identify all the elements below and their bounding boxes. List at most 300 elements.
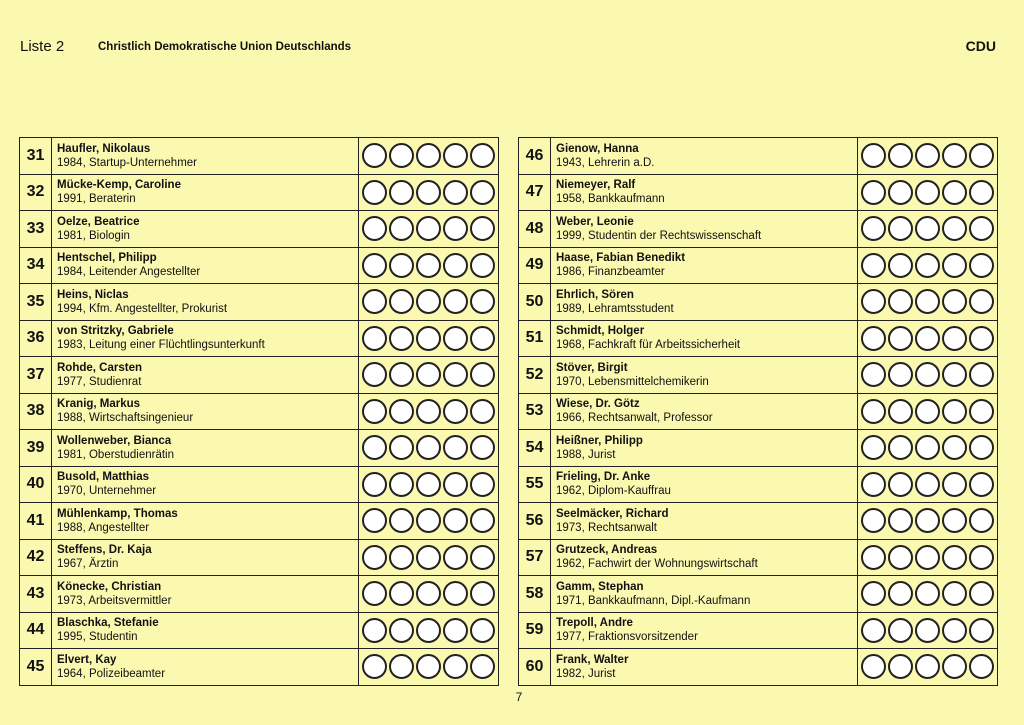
vote-circle[interactable] [888, 253, 913, 278]
vote-circle[interactable] [969, 581, 994, 606]
candidate-row [19, 211, 499, 248]
candidate-row [518, 649, 998, 686]
vote-circle[interactable] [888, 508, 913, 533]
vote-circles [359, 321, 498, 357]
candidate-row [518, 613, 998, 650]
vote-circle[interactable] [969, 654, 994, 679]
candidate-number: 46 [519, 138, 551, 174]
candidate-name: Busold, Matthias [57, 471, 150, 484]
candidate-details: 1964, Polizeibeamter [57, 667, 166, 680]
candidate-row [518, 576, 998, 613]
candidate-row [19, 613, 499, 650]
candidate-number: 41 [20, 503, 52, 539]
candidate-info [52, 540, 359, 576]
candidate-name: Oelze, Beatrice [57, 215, 140, 228]
vote-circle[interactable] [416, 472, 441, 497]
vote-circles [359, 138, 498, 174]
vote-circle[interactable] [861, 472, 886, 497]
vote-circle[interactable] [389, 216, 414, 241]
candidate-number: 60 [519, 649, 551, 685]
vote-circle[interactable] [470, 326, 495, 351]
vote-circle[interactable] [470, 253, 495, 278]
vote-circle[interactable] [362, 472, 387, 497]
candidate-details: 1991, Beraterin [57, 193, 136, 206]
candidate-row [518, 248, 998, 285]
vote-circle[interactable] [942, 216, 967, 241]
vote-circle[interactable] [416, 545, 441, 570]
candidate-name: Gamm, Stephan [556, 580, 644, 593]
candidate-name: Grutzeck, Andreas [556, 544, 658, 557]
candidate-details: 1999, Studentin der Rechtswissenschaft [556, 229, 762, 242]
vote-circle[interactable] [915, 618, 940, 643]
candidate-details: 1970, Lebensmittelchemikerin [556, 375, 709, 388]
vote-circle[interactable] [443, 253, 468, 278]
candidate-details: 1943, Lehrerin a.D. [556, 156, 655, 169]
vote-circle[interactable] [942, 581, 967, 606]
vote-circle[interactable] [861, 581, 886, 606]
candidate-row [518, 284, 998, 321]
vote-circle[interactable] [969, 472, 994, 497]
candidate-name: Heins, Niclas [57, 288, 129, 301]
vote-circle[interactable] [443, 180, 468, 205]
vote-circle[interactable] [470, 654, 495, 679]
vote-circles [858, 357, 997, 393]
party-short-name: CDU [965, 38, 996, 54]
candidate-info [551, 613, 858, 649]
candidate-name: Wiese, Dr. Götz [556, 398, 640, 411]
candidate-info [52, 394, 359, 430]
vote-circle[interactable] [389, 654, 414, 679]
candidate-info [52, 503, 359, 539]
vote-circle[interactable] [915, 216, 940, 241]
vote-circle[interactable] [915, 143, 940, 168]
vote-circle[interactable] [861, 253, 886, 278]
vote-circles [858, 430, 997, 466]
vote-circle[interactable] [915, 508, 940, 533]
candidate-details: 1988, Wirtschaftsingenieur [57, 412, 194, 425]
vote-circle[interactable] [416, 289, 441, 314]
candidate-details: 1984, Startup-Unternehmer [57, 156, 197, 169]
vote-circle[interactable] [942, 545, 967, 570]
vote-circle[interactable] [969, 143, 994, 168]
candidate-name: Haufler, Nikolaus [57, 142, 151, 155]
vote-circle[interactable] [969, 618, 994, 643]
vote-circle[interactable] [389, 326, 414, 351]
candidate-details: 1986, Finanzbeamter [556, 266, 665, 279]
candidate-details: 1982, Jurist [556, 667, 616, 680]
vote-circle[interactable] [443, 289, 468, 314]
candidate-details: 1962, Fachwirt der Wohnungswirtschaft [556, 558, 758, 571]
vote-circle[interactable] [389, 143, 414, 168]
vote-circle[interactable] [861, 435, 886, 460]
vote-circle[interactable] [362, 362, 387, 387]
candidate-info [52, 284, 359, 320]
vote-circle[interactable] [969, 362, 994, 387]
vote-circle[interactable] [915, 399, 940, 424]
vote-circle[interactable] [443, 399, 468, 424]
candidate-details: 1981, Oberstudienrätin [57, 448, 174, 461]
vote-circle[interactable] [443, 143, 468, 168]
candidate-row [19, 248, 499, 285]
vote-circles [359, 211, 498, 247]
candidate-number: 43 [20, 576, 52, 612]
vote-circles [858, 211, 997, 247]
vote-circle[interactable] [861, 289, 886, 314]
vote-circle[interactable] [389, 618, 414, 643]
candidate-name: Rohde, Carsten [57, 361, 142, 374]
vote-circle[interactable] [861, 362, 886, 387]
vote-circle[interactable] [416, 143, 441, 168]
vote-circle[interactable] [362, 581, 387, 606]
vote-circle[interactable] [915, 362, 940, 387]
candidate-info [52, 248, 359, 284]
vote-circle[interactable] [416, 326, 441, 351]
candidate-number: 39 [20, 430, 52, 466]
vote-circles [858, 467, 997, 503]
vote-circle[interactable] [915, 289, 940, 314]
candidate-number: 51 [519, 321, 551, 357]
vote-circle[interactable] [443, 545, 468, 570]
candidate-info [52, 649, 359, 685]
vote-circle[interactable] [416, 253, 441, 278]
vote-circle[interactable] [389, 180, 414, 205]
candidate-row [518, 321, 998, 358]
vote-circle[interactable] [969, 435, 994, 460]
candidate-info [52, 576, 359, 612]
vote-circle[interactable] [861, 545, 886, 570]
vote-circle[interactable] [942, 289, 967, 314]
candidate-name: Gienow, Hanna [556, 142, 639, 155]
vote-circle[interactable] [362, 545, 387, 570]
vote-circle[interactable] [362, 618, 387, 643]
candidate-number: 40 [20, 467, 52, 503]
vote-circle[interactable] [942, 508, 967, 533]
candidate-number: 57 [519, 540, 551, 576]
vote-circle[interactable] [470, 618, 495, 643]
vote-circle[interactable] [969, 289, 994, 314]
candidate-details: 1958, Bankkaufmann [556, 193, 665, 206]
candidate-info [551, 540, 858, 576]
candidate-row [19, 467, 499, 504]
candidate-name: Weber, Leonie [556, 215, 634, 228]
vote-circles [858, 284, 997, 320]
candidate-number: 31 [20, 138, 52, 174]
vote-circle[interactable] [969, 216, 994, 241]
candidate-number: 56 [519, 503, 551, 539]
vote-circle[interactable] [389, 581, 414, 606]
candidate-info [551, 175, 858, 211]
candidate-name: Schmidt, Holger [556, 325, 645, 338]
vote-circle[interactable] [888, 289, 913, 314]
candidate-number: 47 [519, 175, 551, 211]
candidate-info [52, 357, 359, 393]
vote-circles [359, 248, 498, 284]
vote-circles [858, 613, 997, 649]
vote-circle[interactable] [942, 399, 967, 424]
candidate-details: 1988, Angestellter [57, 521, 150, 534]
vote-circle[interactable] [443, 435, 468, 460]
candidate-info [551, 503, 858, 539]
candidate-name: Frank, Walter [556, 653, 629, 666]
vote-circle[interactable] [969, 253, 994, 278]
vote-circle[interactable] [942, 472, 967, 497]
vote-circle[interactable] [861, 326, 886, 351]
candidate-info [551, 576, 858, 612]
vote-circle[interactable] [470, 289, 495, 314]
vote-circle[interactable] [861, 508, 886, 533]
vote-circle[interactable] [861, 399, 886, 424]
vote-circle[interactable] [416, 216, 441, 241]
vote-circle[interactable] [915, 180, 940, 205]
candidate-info [551, 321, 858, 357]
candidate-details: 1988, Jurist [556, 448, 616, 461]
vote-circle[interactable] [888, 435, 913, 460]
candidate-name: Stöver, Birgit [556, 361, 628, 374]
candidate-row [19, 649, 499, 686]
vote-circle[interactable] [861, 654, 886, 679]
vote-circle[interactable] [389, 508, 414, 533]
vote-circle[interactable] [443, 216, 468, 241]
vote-circle[interactable] [969, 399, 994, 424]
vote-circle[interactable] [470, 472, 495, 497]
candidate-info [551, 394, 858, 430]
candidate-info [52, 430, 359, 466]
candidate-row [518, 175, 998, 212]
vote-circle[interactable] [470, 143, 495, 168]
vote-circle[interactable] [942, 253, 967, 278]
vote-circle[interactable] [888, 654, 913, 679]
candidate-details: 1967, Ärztin [57, 558, 119, 571]
vote-circle[interactable] [915, 654, 940, 679]
vote-circle[interactable] [942, 435, 967, 460]
candidate-name: Blaschka, Stefanie [57, 617, 159, 630]
vote-circle[interactable] [942, 180, 967, 205]
vote-circle[interactable] [942, 362, 967, 387]
vote-circle[interactable] [969, 508, 994, 533]
candidate-number: 59 [519, 613, 551, 649]
vote-circle[interactable] [362, 399, 387, 424]
vote-circle[interactable] [416, 581, 441, 606]
vote-circle[interactable] [888, 216, 913, 241]
candidate-row [518, 540, 998, 577]
candidate-number: 50 [519, 284, 551, 320]
vote-circle[interactable] [888, 618, 913, 643]
vote-circle[interactable] [470, 545, 495, 570]
vote-circles [858, 248, 997, 284]
vote-circle[interactable] [888, 399, 913, 424]
vote-circles [359, 467, 498, 503]
candidate-details: 1977, Fraktionsvorsitzender [556, 631, 698, 644]
vote-circle[interactable] [362, 143, 387, 168]
vote-circle[interactable] [888, 180, 913, 205]
vote-circle[interactable] [443, 581, 468, 606]
candidate-number: 44 [20, 613, 52, 649]
candidate-number: 55 [519, 467, 551, 503]
vote-circle[interactable] [969, 545, 994, 570]
vote-circle[interactable] [861, 618, 886, 643]
vote-circle[interactable] [470, 581, 495, 606]
vote-circle[interactable] [915, 253, 940, 278]
vote-circle[interactable] [443, 508, 468, 533]
candidate-number: 54 [519, 430, 551, 466]
vote-circle[interactable] [416, 362, 441, 387]
candidate-name: Wollenweber, Bianca [57, 434, 172, 447]
vote-circle[interactable] [443, 654, 468, 679]
vote-circle[interactable] [969, 180, 994, 205]
vote-circles [359, 503, 498, 539]
vote-circle[interactable] [362, 435, 387, 460]
vote-circle[interactable] [416, 399, 441, 424]
candidate-number: 53 [519, 394, 551, 430]
candidate-row [19, 284, 499, 321]
vote-circle[interactable] [915, 581, 940, 606]
candidate-number: 36 [20, 321, 52, 357]
candidate-row [19, 430, 499, 467]
vote-circle[interactable] [888, 143, 913, 168]
candidate-row [19, 138, 499, 175]
vote-circle[interactable] [362, 326, 387, 351]
candidate-info [52, 613, 359, 649]
candidate-details: 1995, Studentin [57, 631, 138, 644]
candidate-number: 35 [20, 284, 52, 320]
candidate-row [19, 175, 499, 212]
candidate-row [19, 576, 499, 613]
candidate-details: 1994, Kfm. Angestellter, Prokurist [57, 302, 228, 315]
candidate-number: 45 [20, 649, 52, 685]
candidate-info [52, 175, 359, 211]
candidate-name: Frieling, Dr. Anke [556, 471, 651, 484]
vote-circle[interactable] [362, 253, 387, 278]
candidate-info [52, 321, 359, 357]
vote-circles [359, 175, 498, 211]
vote-circle[interactable] [362, 508, 387, 533]
candidate-row [518, 467, 998, 504]
vote-circle[interactable] [443, 326, 468, 351]
candidate-number: 42 [20, 540, 52, 576]
vote-circle[interactable] [416, 435, 441, 460]
vote-circles [858, 503, 997, 539]
vote-circle[interactable] [389, 435, 414, 460]
candidate-row [518, 503, 998, 540]
vote-circle[interactable] [389, 362, 414, 387]
vote-circle[interactable] [888, 581, 913, 606]
vote-circle[interactable] [861, 180, 886, 205]
vote-circle[interactable] [470, 216, 495, 241]
vote-circle[interactable] [362, 289, 387, 314]
party-name: Christlich Demokratische Union Deutschlands [98, 41, 352, 53]
candidate-name: Heißner, Philipp [556, 434, 643, 447]
candidate-row [518, 394, 998, 431]
vote-circle[interactable] [389, 399, 414, 424]
vote-circle[interactable] [362, 216, 387, 241]
candidate-name: Seelmäcker, Richard [556, 507, 669, 520]
vote-circle[interactable] [443, 472, 468, 497]
candidate-name: Trepoll, Andre [556, 617, 633, 630]
vote-circle[interactable] [470, 508, 495, 533]
candidate-info [551, 357, 858, 393]
candidate-number: 48 [519, 211, 551, 247]
vote-circle[interactable] [416, 508, 441, 533]
candidate-row [19, 357, 499, 394]
vote-circle[interactable] [389, 545, 414, 570]
candidate-name: Haase, Fabian Benedikt [556, 252, 686, 265]
vote-circles [359, 649, 498, 685]
vote-circle[interactable] [389, 289, 414, 314]
candidate-name: Mühlenkamp, Thomas [57, 507, 178, 520]
vote-circle[interactable] [861, 216, 886, 241]
candidate-info [551, 649, 858, 685]
vote-circle[interactable] [969, 326, 994, 351]
candidate-details: 1977, Studienrat [57, 375, 142, 388]
vote-circle[interactable] [416, 180, 441, 205]
candidate-row [518, 430, 998, 467]
vote-circle[interactable] [915, 472, 940, 497]
vote-circles [359, 430, 498, 466]
vote-circle[interactable] [362, 654, 387, 679]
vote-circle[interactable] [888, 472, 913, 497]
vote-circle[interactable] [389, 253, 414, 278]
vote-circle[interactable] [470, 399, 495, 424]
vote-circle[interactable] [915, 326, 940, 351]
candidate-details: 1989, Lehramtsstudent [556, 302, 674, 315]
candidate-row [19, 540, 499, 577]
vote-circle[interactable] [942, 326, 967, 351]
vote-circle[interactable] [888, 326, 913, 351]
candidate-number: 32 [20, 175, 52, 211]
candidate-details: 1970, Unternehmer [57, 485, 157, 498]
candidate-number: 58 [519, 576, 551, 612]
vote-circle[interactable] [942, 143, 967, 168]
candidate-name: Steffens, Dr. Kaja [57, 544, 152, 557]
vote-circle[interactable] [470, 435, 495, 460]
vote-circle[interactable] [915, 545, 940, 570]
candidate-details: 1981, Biologin [57, 229, 130, 242]
vote-circle[interactable] [389, 472, 414, 497]
vote-circle[interactable] [942, 618, 967, 643]
candidate-info [551, 248, 858, 284]
vote-circles [359, 357, 498, 393]
candidate-name: Niemeyer, Ralf [556, 179, 636, 192]
vote-circle[interactable] [362, 180, 387, 205]
vote-circle[interactable] [915, 435, 940, 460]
vote-circle[interactable] [443, 362, 468, 387]
vote-circle[interactable] [470, 180, 495, 205]
vote-circles [858, 138, 997, 174]
candidate-row [518, 357, 998, 394]
vote-circles [858, 649, 997, 685]
candidate-column-right [518, 137, 998, 686]
candidate-details: 1966, Rechtsanwalt, Professor [556, 412, 713, 425]
vote-circle[interactable] [942, 654, 967, 679]
vote-circle[interactable] [888, 545, 913, 570]
candidate-name: Hentschel, Philipp [57, 252, 157, 265]
vote-circle[interactable] [470, 362, 495, 387]
vote-circle[interactable] [861, 143, 886, 168]
candidate-info [551, 138, 858, 174]
vote-circle[interactable] [888, 362, 913, 387]
candidate-details: 1971, Bankkaufmann, Dipl.-Kaufmann [556, 594, 751, 607]
vote-circle[interactable] [443, 618, 468, 643]
vote-circle[interactable] [416, 618, 441, 643]
vote-circles [858, 540, 997, 576]
candidate-name: Kranig, Markus [57, 398, 141, 411]
candidate-details: 1973, Rechtsanwalt [556, 521, 658, 534]
vote-circle[interactable] [416, 654, 441, 679]
vote-circles [359, 576, 498, 612]
candidate-info [551, 284, 858, 320]
candidate-details: 1984, Leitender Angestellter [57, 266, 201, 279]
candidate-details: 1968, Fachkraft für Arbeitssicherheit [556, 339, 741, 352]
